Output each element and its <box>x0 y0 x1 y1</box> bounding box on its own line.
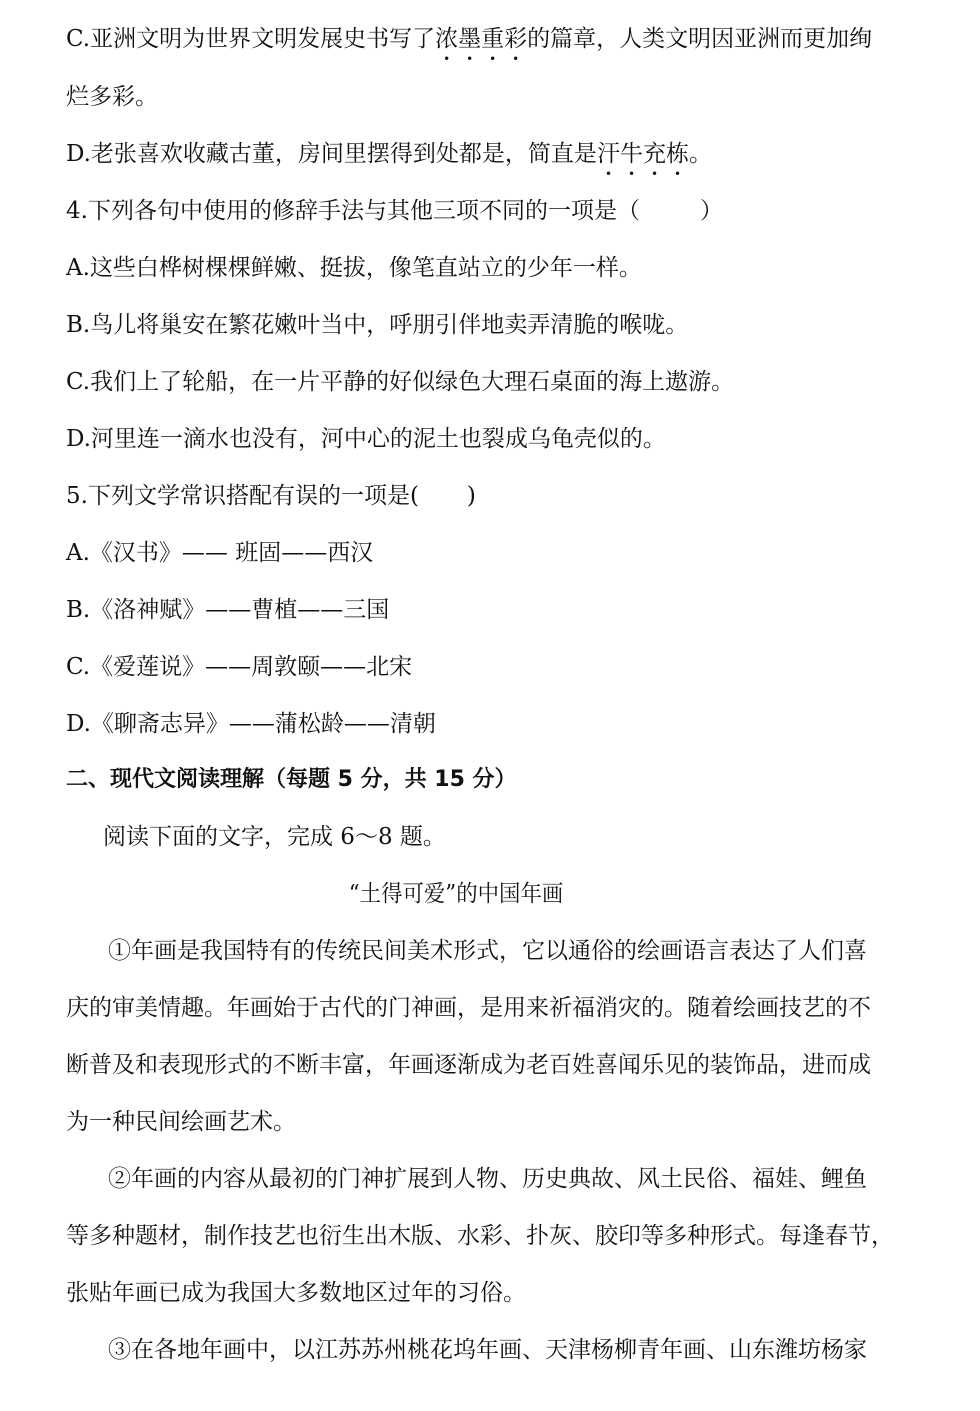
q4-stem <box>66 196 723 226</box>
section-2-heading: 二、现代文阅读理解（每题 5 分，共 15 分） <box>66 767 517 792</box>
q4-stem-pre: 4.下列各句中使用的修辞手法与其他三项不同的一项是（ <box>66 198 640 224</box>
paragraph-1-line-1: ①年画是我国特有的传统民间美术形式，它以通俗的绘画语言表达了人们喜 <box>108 938 867 964</box>
q3-option-c-post: 的篇章，人类文明因亚洲而更加绚 <box>527 26 873 52</box>
q3-option-d-pre: D.老张喜欢收藏古董，房间里摆得到处都是，简直是 <box>66 141 597 167</box>
paragraph-2-line-2: 等多种题材，制作技艺也衍生出木版、水彩、扑灰、胶印等多种形式。每逢春节， <box>66 1223 894 1249</box>
q3-option-c-continued: 烂多彩。 <box>66 84 158 110</box>
q4-option-d: D.河里连一滴水也没有，河中心的泥土也裂成乌龟壳似的。 <box>66 426 666 452</box>
q5-stem-pre: 5.下列文学常识搭配有误的一项是( <box>66 483 419 509</box>
q3-option-d-post: 。 <box>688 141 712 167</box>
paragraph-1-line-4: 为一种民间绘画艺术。 <box>66 1109 296 1135</box>
q5-stem <box>66 481 476 511</box>
paragraph-3-line-1: ③在各地年画中，以江苏苏州桃花坞年画、天津杨柳青年画、山东潍坊杨家 <box>108 1337 867 1363</box>
paragraph-2-line-3: 张贴年画已成为我国大多数地区过年的习俗。 <box>66 1280 526 1306</box>
q3-option-d <box>66 139 712 181</box>
q5-option-d: D.《聊斋志异》——蒲松龄——清朝 <box>66 711 436 737</box>
q3-option-c <box>66 24 872 66</box>
paragraph-1-line-3: 断普及和表现形式的不断丰富，年画逐渐成为老百姓喜闻乐见的装饰品，进而成 <box>66 1052 871 1078</box>
q4-option-b: B.鸟儿将巢安在繁花嫩叶当中，呼朋引伴地卖弄清脆的喉咙。 <box>66 312 689 338</box>
q3-option-c-emphasis: 浓墨重彩 <box>435 26 528 52</box>
q5-stem-post: ) <box>466 483 476 509</box>
q3-option-d-emphasis: 汗牛充栋 <box>596 141 689 167</box>
q4-option-c: C.我们上了轮船，在一片平静的好似绿色大理石桌面的海上遨游。 <box>66 369 735 395</box>
q4-stem-post: ） <box>699 198 723 224</box>
article-title: “土得可爱”的中国年画 <box>348 881 564 907</box>
q5-option-a: A.《汉书》—— 班固——西汉 <box>66 540 374 566</box>
paragraph-2-line-1: ②年画的内容从最初的门神扩展到人物、历史典故、风土民俗、福娃、鲤鱼 <box>108 1166 867 1192</box>
q4-option-a: A.这些白桦树棵棵鲜嫩、挺拔，像笔直站立的少年一样。 <box>66 255 642 281</box>
reading-instruction: 阅读下面的文字，完成 6～8 题。 <box>103 824 446 850</box>
q5-option-c: C.《爱莲说》——周敦颐——北宋 <box>66 654 413 680</box>
q3-option-c-pre: C.亚洲文明为世界文明发展史书写了 <box>66 26 436 52</box>
q5-option-b: B.《洛神赋》——曹植——三国 <box>66 597 390 623</box>
paragraph-1-line-2: 庆的审美情趣。年画始于古代的门神画，是用来祈福消灾的。随着绘画技艺的不 <box>66 995 871 1021</box>
